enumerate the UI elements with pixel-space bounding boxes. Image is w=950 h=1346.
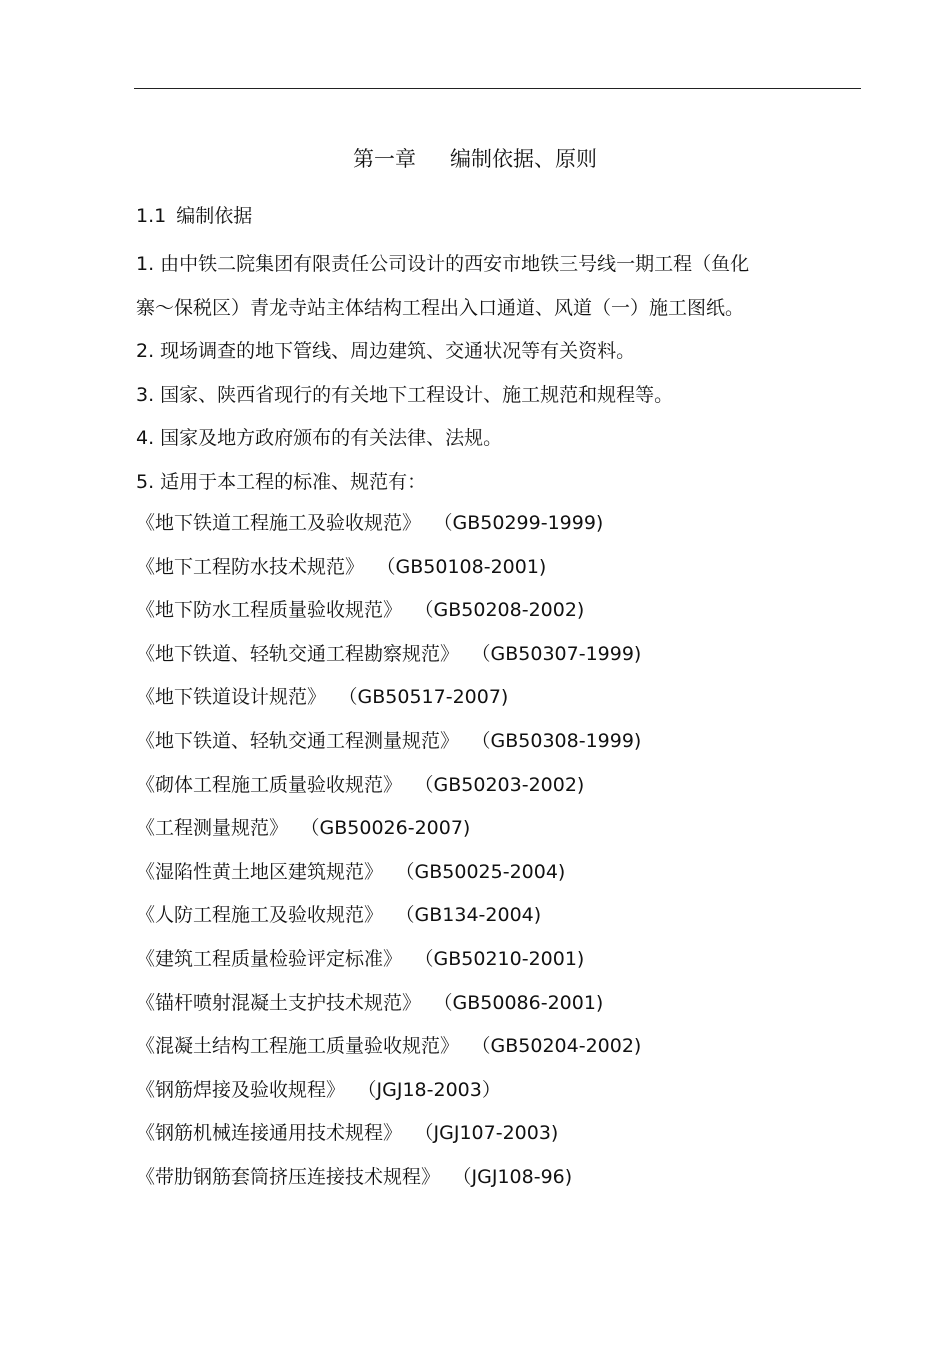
standard-code: （GB134-2004)	[405, 904, 542, 927]
standard-item	[136, 1025, 641, 1069]
standard-item	[136, 851, 641, 895]
standard-code: （GB50203-2002)	[424, 773, 585, 796]
standard-code: （GB50308-1999)	[481, 729, 642, 752]
standard-item	[136, 1156, 641, 1200]
standard-item	[136, 589, 641, 633]
standard-item	[136, 807, 641, 851]
standard-item	[136, 764, 641, 808]
standard-name: 《钢筋焊接及验收规程》	[136, 1078, 346, 1101]
standard-name: 《人防工程施工及验收规范》	[136, 904, 384, 927]
standard-item	[136, 894, 641, 938]
section-number: 1.1	[136, 205, 167, 227]
standard-name: 《地下铁道工程施工及验收规范》	[136, 512, 422, 534]
standard-name: 《混凝土结构工程施工质量验收规范》	[136, 1035, 460, 1058]
basis-items	[136, 243, 836, 504]
standard-item	[136, 938, 641, 982]
standard-code: （GB50086-2001)	[443, 991, 604, 1014]
standard-name: 《地下铁道、轻轨交通工程测量规范》	[136, 729, 460, 752]
standard-name: 《地下工程防水技术规范》	[136, 555, 365, 578]
standard-name: 《锚杆喷射混凝土支护技术规范》	[136, 991, 422, 1014]
basis-item-line: 1. 由中铁二院集团有限责任公司设计的西安市地铁三号线一期工程（鱼化	[136, 253, 750, 275]
basis-item-line: 5. 适用于本工程的标准、规范有：	[136, 470, 427, 493]
basis-item-line: 2. 现场调查的地下管线、周边建筑、交通状况等有关资料。	[136, 340, 636, 362]
standard-code: （GB50108-2001)	[386, 555, 547, 578]
standard-item	[136, 633, 641, 677]
section-title: 编制依据	[176, 205, 253, 227]
standard-code: （GB50026-2007)	[310, 817, 471, 840]
standard-item	[136, 1112, 641, 1156]
standard-code: （JGJ108-96)	[462, 1165, 573, 1188]
standard-name: 《建筑工程质量检验评定标准》	[136, 947, 403, 970]
standard-item	[136, 982, 641, 1026]
standard-code: （GB50025-2004)	[405, 860, 566, 883]
standard-code: （JGJ107-2003)	[424, 1122, 559, 1145]
standard-name: 《地下铁道设计规范》	[136, 686, 327, 709]
standard-item	[136, 676, 641, 720]
chapter-number: 第一章	[353, 147, 416, 171]
standard-name: 《地下防水工程质量验收规范》	[136, 599, 403, 622]
basis-item-line: 4. 国家及地方政府颁布的有关法律、法规。	[136, 427, 503, 449]
standard-item	[136, 502, 641, 546]
standard-name: 《砌体工程施工质量验收规范》	[136, 773, 403, 796]
chapter-title-text: 编制依据、原则	[450, 147, 597, 171]
standard-item	[136, 1069, 641, 1113]
standard-item	[136, 720, 641, 764]
standard-code: （GB50307-1999)	[481, 642, 642, 665]
standard-name: 《钢筋机械连接通用技术规程》	[136, 1122, 403, 1145]
standard-name: 《工程测量规范》	[136, 817, 289, 840]
basis-item-line: 3. 国家、陕西省现行的有关地下工程设计、施工规范和规程等。	[136, 383, 674, 406]
chapter-title	[0, 144, 950, 174]
standard-name: 《地下铁道、轻轨交通工程勘察规范》	[136, 642, 460, 665]
standard-code: （GB50208-2002)	[424, 599, 585, 622]
standard-code: （GB50204-2002)	[481, 1035, 642, 1058]
standard-name: 《湿陷性黄土地区建筑规范》	[136, 860, 384, 883]
section-heading	[136, 202, 252, 230]
basis-item-line: 寨～保税区）青龙寺站主体结构工程出入口通道、风道（一）施工图纸。	[136, 296, 745, 319]
standard-code: （JGJ18-2003）	[367, 1078, 501, 1101]
standard-item	[136, 546, 641, 590]
standards-list	[136, 502, 641, 1200]
standard-code: （GB50517-2007)	[348, 686, 509, 709]
standard-code: （GB50210-2001)	[424, 947, 585, 970]
standard-name: 《带肋钢筋套筒挤压连接技术规程》	[136, 1165, 441, 1188]
header-rule	[134, 88, 861, 89]
standard-code: （GB50299-1999)	[443, 512, 604, 534]
